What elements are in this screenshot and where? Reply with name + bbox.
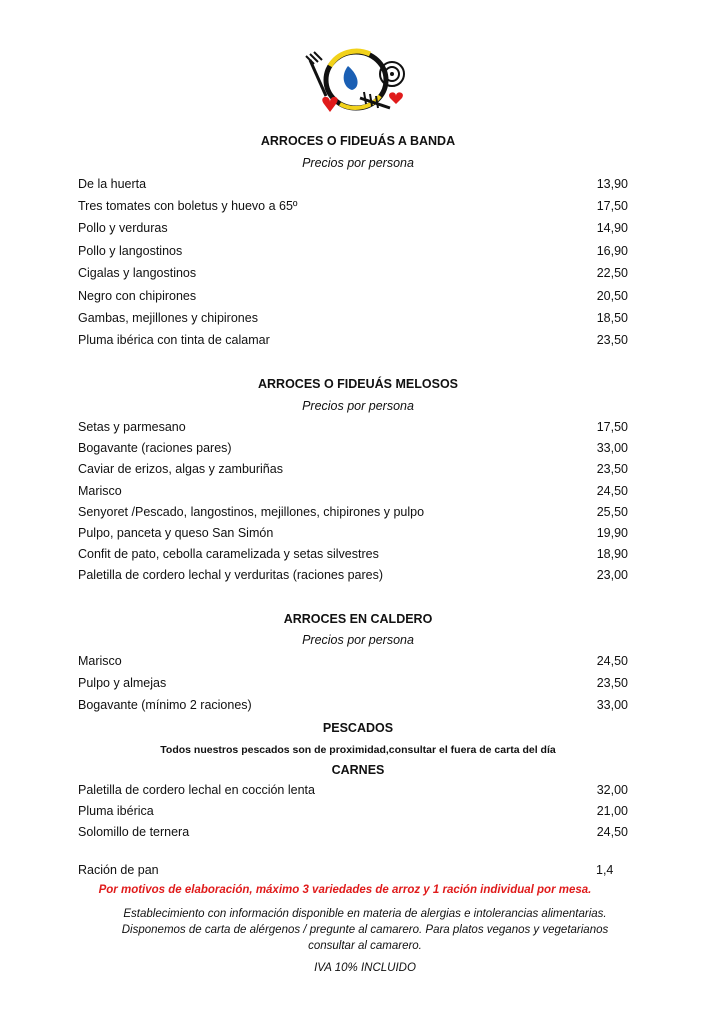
item-name: Tres tomates con boletus y huevo a 65º: [78, 199, 298, 213]
pescados-note: Todos nuestros pescados son de proximidad,consultar el fuera de carta del día: [160, 744, 556, 756]
allergen-info-line-3: consultar al camarero.: [308, 940, 422, 952]
menu-item: [78, 311, 628, 325]
order-limit-warning: Por motivos de elaboración, máximo 3 variedades de arroz y 1 ración individual por mesa.: [98, 884, 592, 896]
menu-item: [78, 441, 628, 455]
item-name: Caviar de erizos, algas y zamburiñas: [78, 462, 283, 476]
item-price: 23,00: [596, 568, 628, 582]
item-price: 17,50: [596, 199, 628, 213]
item-price: 13,90: [596, 177, 628, 191]
item-name: Senyoret /Pescado, langostinos, mejillones, chipirones y pulpo: [78, 505, 425, 519]
menu-item: [78, 568, 628, 582]
item-name: Marisco: [78, 654, 122, 668]
item-name: Cigalas y langostinos: [78, 266, 197, 280]
item-name: Pluma ibérica con tinta de calamar: [78, 333, 270, 347]
item-price: 24,50: [596, 484, 628, 498]
menu-item: [78, 289, 628, 303]
item-name: Negro con chipirones: [78, 289, 197, 303]
item-name: Paletilla de cordero lechal en cocción lenta: [78, 783, 315, 797]
item-price: 14,90: [596, 221, 628, 235]
allergen-info-line-2: Disponemos de carta de alérgenos / pregunte al camarero. Para platos veganos y vegetarianos: [121, 924, 609, 936]
menu-item: [78, 244, 628, 258]
item-name: Pulpo y almejas: [78, 676, 167, 690]
item-name: Solomillo de ternera: [78, 825, 190, 839]
menu-item: [78, 804, 628, 818]
section-subtitle-caldero: Precios por persona: [302, 633, 414, 647]
item-price: 32,00: [596, 783, 628, 797]
item-price: 22,50: [596, 266, 628, 280]
menu-item: [78, 462, 628, 476]
item-name: Marisco: [78, 484, 122, 498]
menu-item: [78, 333, 628, 347]
menu-item: [78, 526, 628, 540]
item-name: De la huerta: [78, 177, 147, 191]
item-price: 24,50: [596, 825, 628, 839]
menu-item: [78, 420, 628, 434]
item-name: Pollo y langostinos: [78, 244, 183, 258]
item-price: 20,50: [596, 289, 628, 303]
item-price: 21,00: [596, 804, 628, 818]
section-subtitle-a-banda: Precios por persona: [302, 156, 414, 170]
section-title-melosos: ARROCES O FIDEUÁS MELOSOS: [257, 377, 459, 391]
bread-item: [78, 863, 628, 877]
menu-item: [78, 547, 628, 561]
item-price: 33,00: [596, 441, 628, 455]
item-price: 33,00: [596, 698, 628, 712]
item-price: 23,50: [596, 333, 628, 347]
item-price: 23,50: [596, 676, 628, 690]
section-title-pescados: PESCADOS: [322, 721, 394, 735]
menu-item: [78, 698, 628, 712]
menu-item: [78, 654, 628, 668]
vat-note: IVA 10% INCLUIDO: [314, 962, 416, 974]
restaurant-logo: [300, 46, 412, 118]
item-name: Gambas, mejillones y chipirones: [78, 311, 258, 325]
menu-item: [78, 221, 628, 235]
menu-item: [78, 676, 628, 690]
menu-item: [78, 177, 628, 191]
section-title-caldero: ARROCES EN CALDERO: [283, 612, 433, 626]
item-name: Pluma ibérica: [78, 804, 154, 818]
menu-item: [78, 266, 628, 280]
item-name: Bogavante (mínimo 2 raciones): [78, 698, 252, 712]
item-name: Bogavante (raciones pares): [78, 441, 232, 455]
menu-item: [78, 783, 628, 797]
section-subtitle-melosos: Precios por persona: [302, 399, 414, 413]
menu-item: [78, 505, 628, 519]
item-price: 18,90: [596, 547, 628, 561]
item-price: 25,50: [596, 505, 628, 519]
menu-item: [78, 825, 628, 839]
item-name: Ración de pan: [78, 863, 159, 877]
menu-item: [78, 199, 628, 213]
item-name: Setas y parmesano: [78, 420, 186, 434]
item-price: 17,50: [596, 420, 628, 434]
section-title-a-banda: ARROCES O FIDEUÁS A BANDA: [260, 134, 456, 148]
item-name: Pulpo, panceta y queso San Simón: [78, 526, 274, 540]
item-name: Pollo y verduras: [78, 221, 168, 235]
section-title-carnes: CARNES: [331, 763, 385, 777]
item-name: Confit de pato, cebolla caramelizada y setas silvestres: [78, 547, 379, 561]
item-price: 16,90: [596, 244, 628, 258]
item-price: 18,50: [596, 311, 628, 325]
allergen-info-line-1: Establecimiento con información disponible en materia de alergias e intolerancias alimentarias.: [123, 908, 607, 920]
item-price: 24,50: [596, 654, 628, 668]
item-price: 1,4: [596, 863, 614, 877]
item-name: Paletilla de cordero lechal y verduritas (raciones pares): [78, 568, 384, 582]
menu-item: [78, 484, 628, 498]
item-price: 23,50: [596, 462, 628, 476]
item-price: 19,90: [596, 526, 628, 540]
